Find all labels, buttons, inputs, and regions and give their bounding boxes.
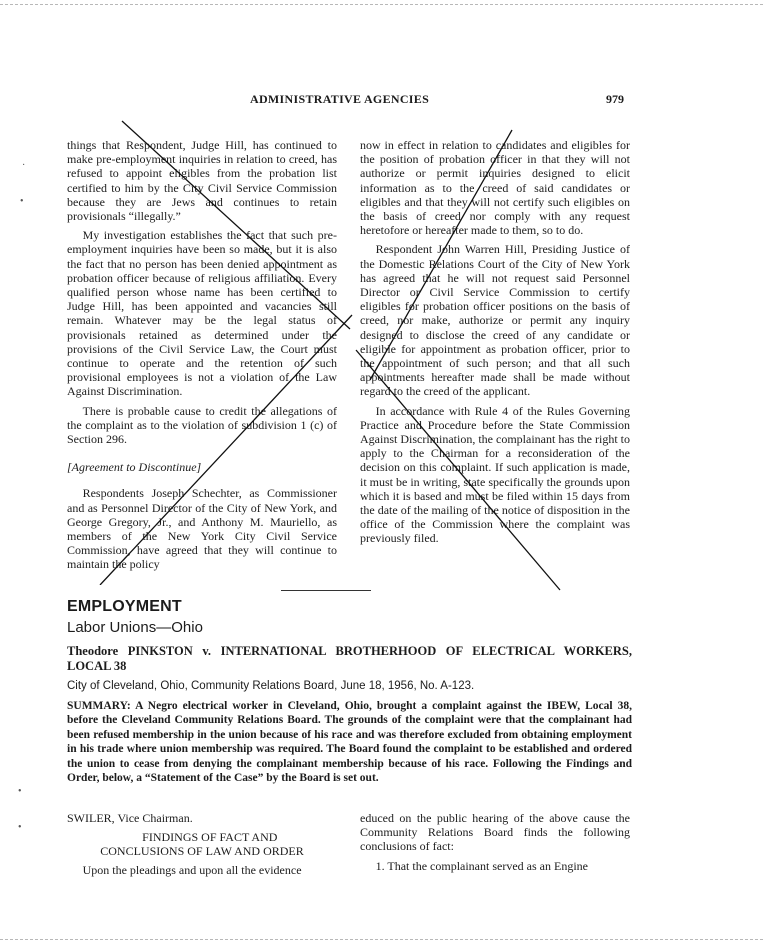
left-paragraph-4: Respondents Joseph Schechter, as Commissioner and as Personnel Director of the City of New York, and George Gregory, Jr., and Anthony M. Mauriello, as members of the New York City Civil Service Commission, have agreed that they will continue to maintain the policy [67,486,337,572]
opinion-left-column [67,811,337,882]
case-title: Theodore PINKSTON v. INTERNATIONAL BROTHERHOOD OF ELECTRICAL WORKERS, LOCAL 38 [67,644,632,673]
opinion-author: SWILER, Vice Chairman. [67,811,193,825]
right-paragraph-3: In accordance with Rule 4 of the Rules Governing Practice and Procedure before the State Commission Against Discrimination, the complainant has the right to apply to the Chairman for a reconsideration of the decision on this complaint. If such application is made, it must be in writing, state specifically the grounds upon which it is based and must be filed within 15 days from the date of the mailing of the notice of disposition in the office of the Commission where the complaint was previously filed. [360,403,630,546]
findings-heading-line-2: CONCLUSIONS OF LAW AND ORDER [100,844,304,859]
running-header [0,92,763,108]
opinion-right-text: educed on the public hearing of the above cause the Community Relations Board finds the following conclusions of fact: [360,811,630,854]
left-paragraph-2: My investigation establishes the fact that such pre-employment inquiries have been so made, but it is also the fact that no person has been denied appointment as probation officer because of religious affiliation. Every qualified person whose name has been certified to Judge Hill, has been appointed and vacancies still remain. Whatever may be the legal status of provisionals retained as determined under the provisions of the Civil Service Law, the Court must continue to operate and the retention of such provisional employees is not a violation of the Law Against Discrimination. [67,228,337,399]
margin-mark: • [18,822,22,833]
margin-mark: • [18,786,22,797]
findings-heading [67,830,337,858]
case-citation: City of Cleveland, Ohio, Community Relations Board, June 18, 1956, No. A-123. [67,680,475,692]
findings-heading-line-1: FINDINGS OF FACT AND [142,830,278,845]
opinion-left-text: Upon the pleadings and upon all the evidence [82,863,302,878]
left-paragraph-3: There is probable cause to credit the allegations of the complaint as to the violation of subdivision 1 (c) of Section 296. [67,403,337,447]
case-summary: SUMMARY: A Negro electrical worker in Cleveland, Ohio, brought a complaint against the IBEW, Local 38, before the Cleveland Community Relations Board. The grounds of the complaint were that the complainant had been refused membership in the union because of his race and was therefore excluded from obtaining employment in his trade where union membership was required. The Board found the complaint to be established and ordered the union to cease from denying the complainant membership because of his race. Following the Findings and Order, below, a “Statement of the Case” by the Board is set out. [67,700,632,785]
left-paragraph-1: things that Respondent, Judge Hill, has continued to make pre-employment inquiries in relation to creed, has refused to appoint eligibles from the probation list certified to him by the City Civil Service Commission because they are Jews and continues to retain provisionals “illegally.” [67,138,337,224]
section-heading: EMPLOYMENT [67,598,182,615]
scan-bottom-edge [0,939,763,940]
section-subheading: Labor Unions—Ohio [67,619,203,636]
left-column [67,138,337,577]
opinion-right-column [360,811,630,878]
section-divider [281,590,371,591]
margin-mark: • [20,196,24,207]
finding-item-1: 1. That the complainant served as an Engine [375,858,588,873]
page-number: 979 [606,92,624,106]
right-paragraph-2: Respondent John Warren Hill, Presiding Justice of the Domestic Relations Court of the City of New York has agreed that he will not request said Personnel Director or Civil Service Commission to certify eligibles for probation officer positions on the basis of creed, nor make, authorize or permit any inquiry designed to disclose the creed of any candidate or eligible for appointment as probation officer, prior to the appointment of such person; and that all such appointments hereafter made shall be made without regard to the creed of the applicant. [360,242,630,399]
running-title: ADMINISTRATIVE AGENCIES [250,92,430,106]
right-paragraph-1: now in effect in relation to candidates and eligibles for the position of probation officer in that they will not authorize or permit inquiries designed to elicit information as to the creed of said candidates or eligibles and that they will not certify such eligibles on the basis of creed nor comply with any request heretofore or hereafter made to them, so to do. [360,138,630,238]
margin-mark: · [22,160,26,171]
right-column [360,138,630,551]
agreement-subhead: [Agreement to Discontinue] [67,460,202,475]
scan-top-edge [0,4,763,5]
